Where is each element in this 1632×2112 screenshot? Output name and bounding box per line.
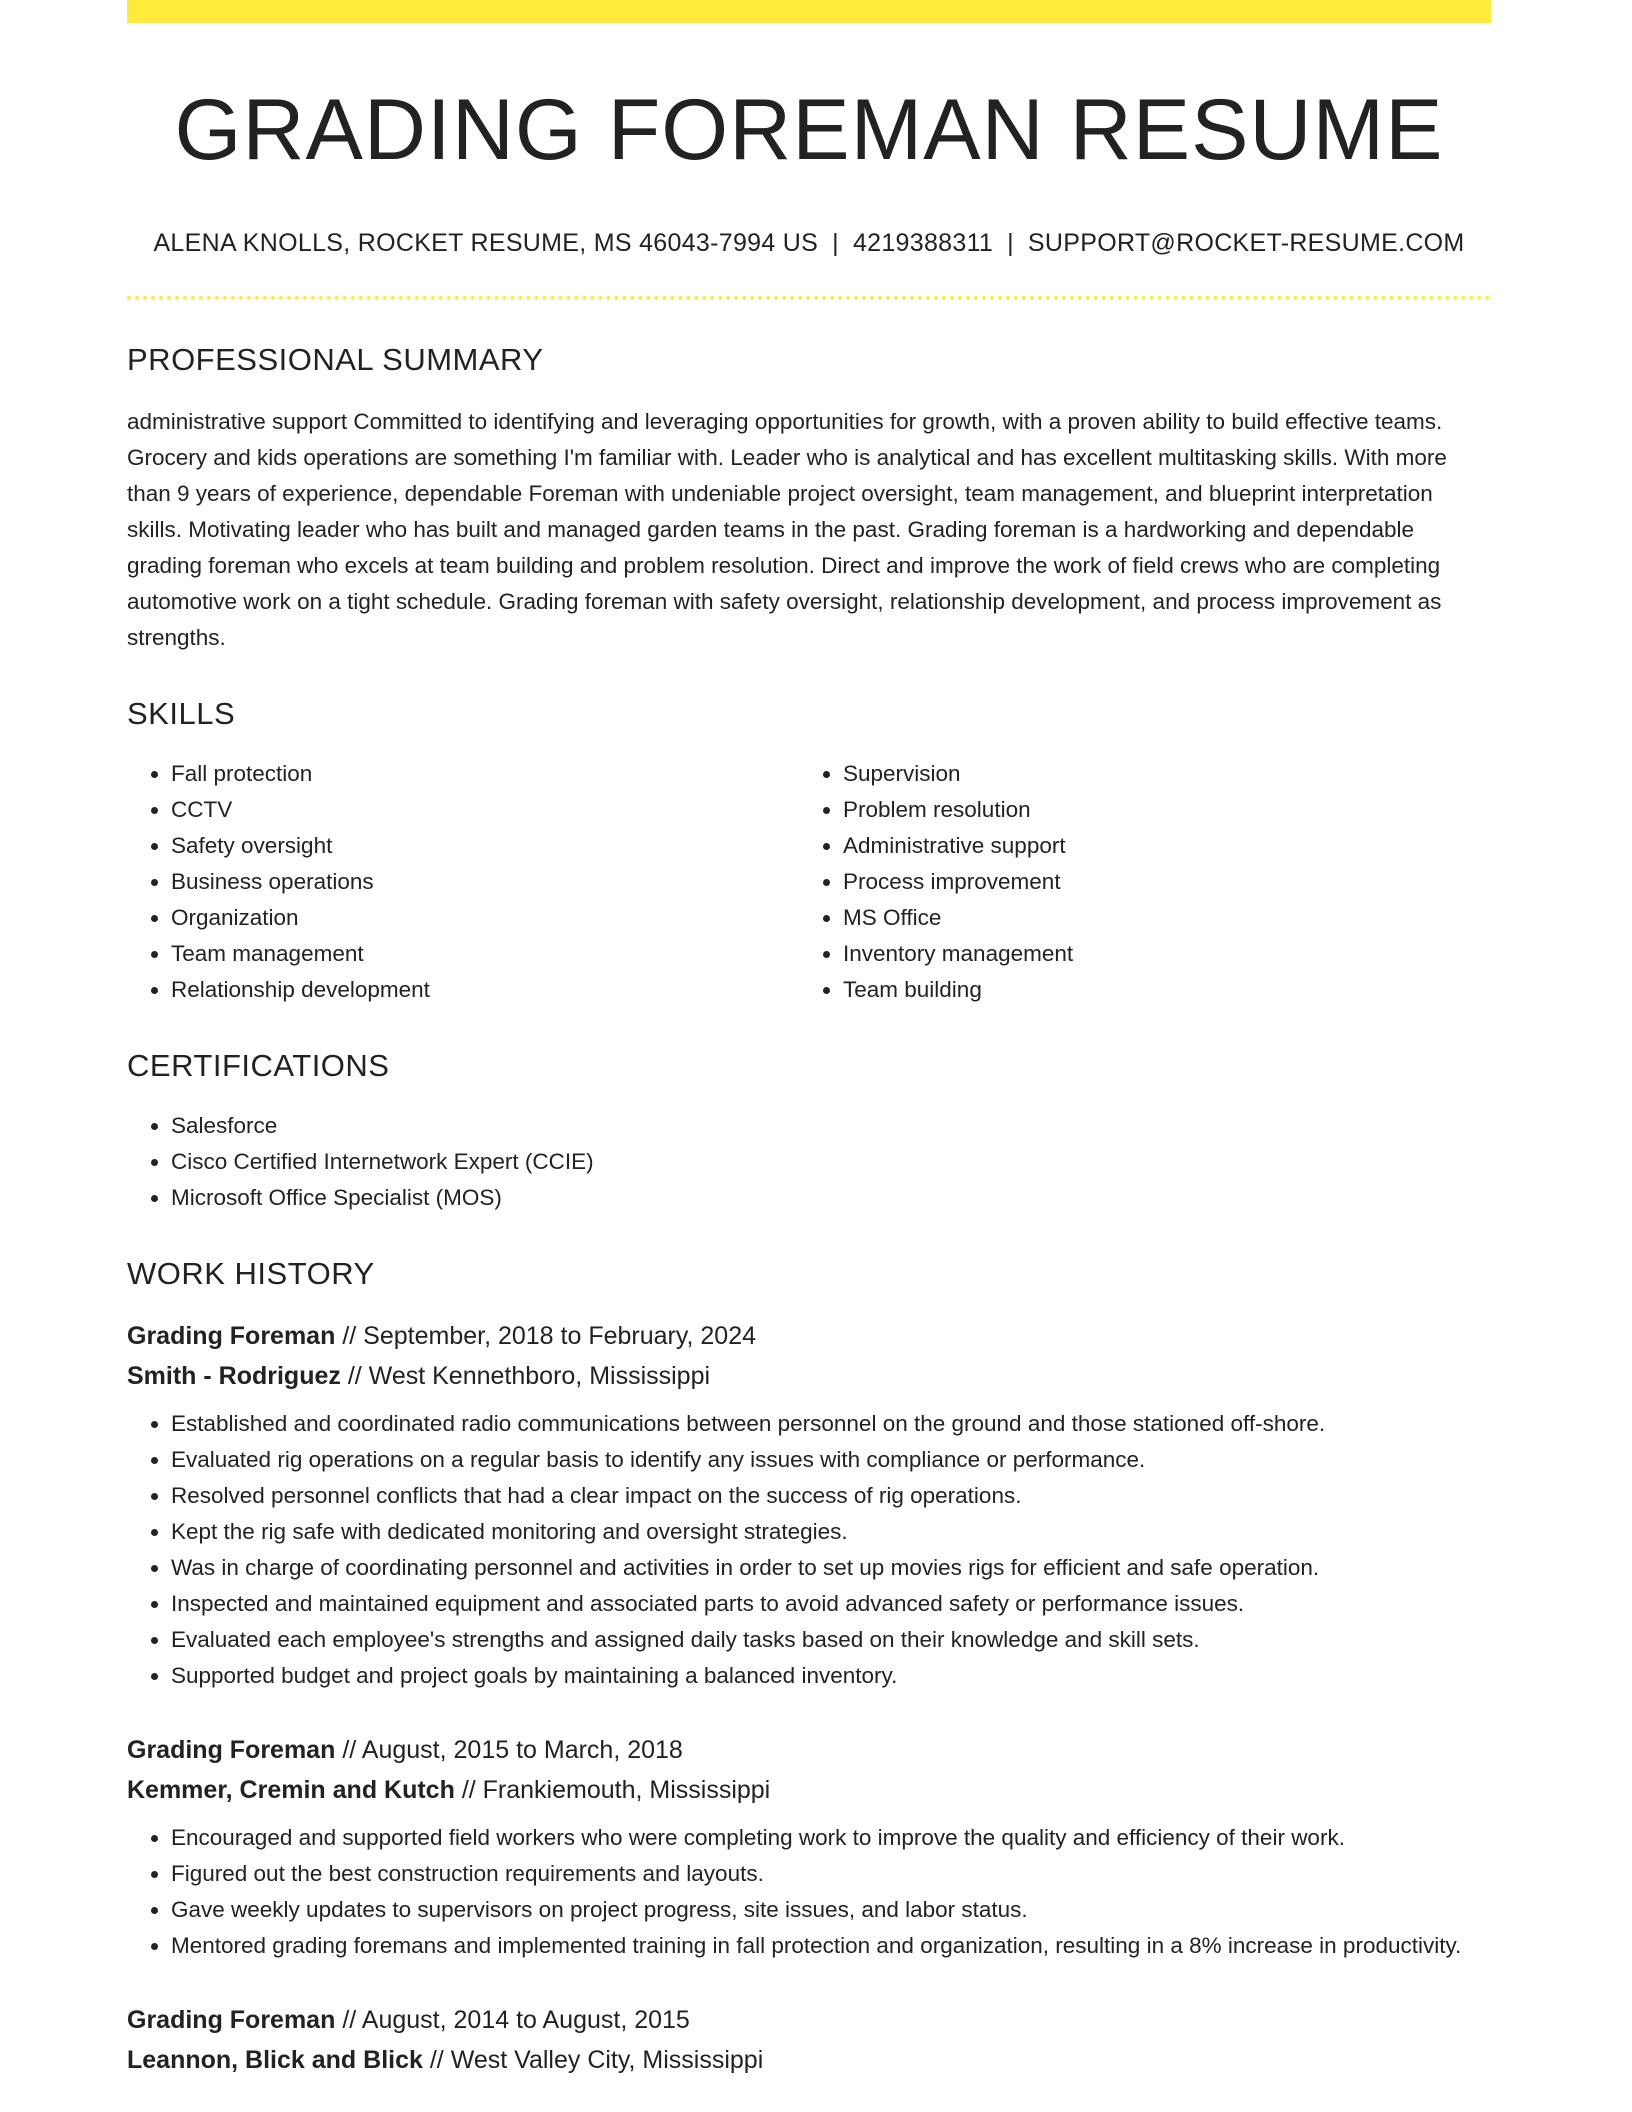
contact-email: SUPPORT@ROCKET-RESUME.COM (1027, 229, 1465, 258)
top-accent-bar (127, 0, 1491, 23)
job-title-line (127, 1730, 1491, 1770)
job-bullet: • Figured out the best construction requirements and layouts. (171, 1856, 1491, 1892)
job-location: // West Kennethboro, Mississippi (347, 1362, 711, 1391)
job-title: Grading Foreman (127, 1736, 336, 1765)
skill-item: • Inventory management (843, 936, 1471, 972)
skill-item: • Problem resolution (843, 792, 1471, 828)
skill-item: • Team building (843, 972, 1471, 1008)
job-company-line (127, 1770, 1491, 1810)
contact-phone: 4219388311 (852, 229, 994, 258)
job-entry (127, 1730, 1491, 1964)
job-bullet: • Encouraged and supported field workers who were completing work to improve the quality and efficiency of their work. (171, 1820, 1491, 1856)
job-bullet: • Evaluated each employee's strengths and assigned daily tasks based on their knowledge and skill sets. (171, 1622, 1491, 1658)
job-bullet-list (127, 1406, 1491, 1694)
skill-item: • Business operations (171, 864, 799, 900)
job-bullet: • Supported budget and project goals by maintaining a balanced inventory. (171, 1658, 1491, 1694)
skill-item: • MS Office (843, 900, 1471, 936)
skill-item: • Organization (171, 900, 799, 936)
job-entry (127, 2000, 1491, 2080)
skills-columns (127, 756, 1491, 1008)
summary-text: administrative support Committed to identifying and leveraging opportunities for growth, with a proven ability to build effective teams. Grocery and kids operations are something I'm familiar with. Leader who is analytical and has excellent multitasking skills. With more than 9 years of experience, dependable Foreman with undeniable project oversight, team management, and blueprint interpretation skills. Motivating leader who has built and managed garden teams in the past. Grading foreman is a hardworking and dependable grading foreman who excels at team building and problem resolution. Direct and improve the work of field crews who are completing automotive work on a tight schedule. Grading foreman with safety oversight, relationship development, and process improvement as strengths. (127, 409, 1447, 651)
job-bullet: • Inspected and maintained equipment and associated parts to avoid advanced safety or performance issues. (171, 1586, 1491, 1622)
job-bullet-list (127, 1820, 1491, 1964)
skill-item: • Supervision (843, 756, 1471, 792)
job-bullet: • Was in charge of coordinating personnel and activities in order to set up movies rigs for efficient and safe operation. (171, 1550, 1491, 1586)
skill-item: • Fall protection (171, 756, 799, 792)
job-bullet: • Mentored grading foremans and implemented training in fall protection and organization, resulting in a 8% increase in productivity. (171, 1928, 1491, 1964)
contact-separator: | (832, 229, 839, 258)
skill-item: • Team management (171, 936, 799, 972)
skill-item: • Relationship development (171, 972, 799, 1008)
skill-item: • Administrative support (843, 828, 1471, 864)
job-location: // West Valley City, Mississippi (429, 2046, 764, 2075)
job-dates: // August, 2014 to August, 2015 (342, 2006, 690, 2035)
skill-item: • Process improvement (843, 864, 1471, 900)
job-bullet: • Evaluated rig operations on a regular basis to identify any issues with compliance or performance. (171, 1442, 1491, 1478)
certification-item: • Microsoft Office Specialist (MOS) (171, 1180, 1491, 1216)
contact-address: ALENA KNOLLS, ROCKET RESUME, MS 46043-7994 US (153, 229, 819, 258)
job-company: Smith - Rodriguez (127, 1362, 341, 1391)
dotted-divider (127, 296, 1491, 300)
job-company: Kemmer, Cremin and Kutch (127, 1776, 455, 1805)
skills-heading: SKILLS (127, 696, 236, 732)
skills-section (127, 696, 1491, 1008)
job-location: // Frankiemouth, Mississippi (461, 1776, 771, 1805)
certifications-list (127, 1108, 1491, 1216)
resume-page (127, 0, 1491, 2080)
job-bullet: • Established and coordinated radio communications between personnel on the ground and those stationed off-shore. (171, 1406, 1491, 1442)
certification-item: • Cisco Certified Internetwork Expert (CCIE) (171, 1144, 1491, 1180)
job-title: Grading Foreman (127, 1322, 336, 1351)
certifications-section (127, 1048, 1491, 1216)
job-company: Leannon, Blick and Blick (127, 2046, 423, 2075)
job-bullet: • Gave weekly updates to supervisors on project progress, site issues, and labor status. (171, 1892, 1491, 1928)
job-dates: // September, 2018 to February, 2024 (342, 1322, 757, 1351)
resume-title: GRADING FOREMAN RESUME (174, 82, 1444, 178)
work-history-section (127, 1256, 1491, 2080)
job-dates: // August, 2015 to March, 2018 (342, 1736, 683, 1765)
skills-list-left (127, 756, 799, 1008)
skill-item: • Safety oversight (171, 828, 799, 864)
job-bullet: • Kept the rig safe with dedicated monitoring and oversight strategies. (171, 1514, 1491, 1550)
job-title-line (127, 2000, 1491, 2040)
summary-heading: PROFESSIONAL SUMMARY (127, 342, 544, 378)
job-company-line (127, 1356, 1491, 1396)
contact-separator: | (1007, 229, 1014, 258)
work-history-heading: WORK HISTORY (127, 1256, 375, 1292)
job-title: Grading Foreman (127, 2006, 336, 2035)
contact-line (127, 229, 1491, 258)
professional-summary-section (127, 342, 1491, 656)
job-entry (127, 1316, 1491, 1694)
certifications-heading: CERTIFICATIONS (127, 1048, 390, 1084)
skill-item: • CCTV (171, 792, 799, 828)
job-title-line (127, 1316, 1491, 1356)
job-company-line (127, 2040, 1491, 2080)
certification-item: • Salesforce (171, 1108, 1491, 1144)
skills-list-right (799, 756, 1471, 1008)
job-bullet: • Resolved personnel conflicts that had a clear impact on the success of rig operations. (171, 1478, 1491, 1514)
